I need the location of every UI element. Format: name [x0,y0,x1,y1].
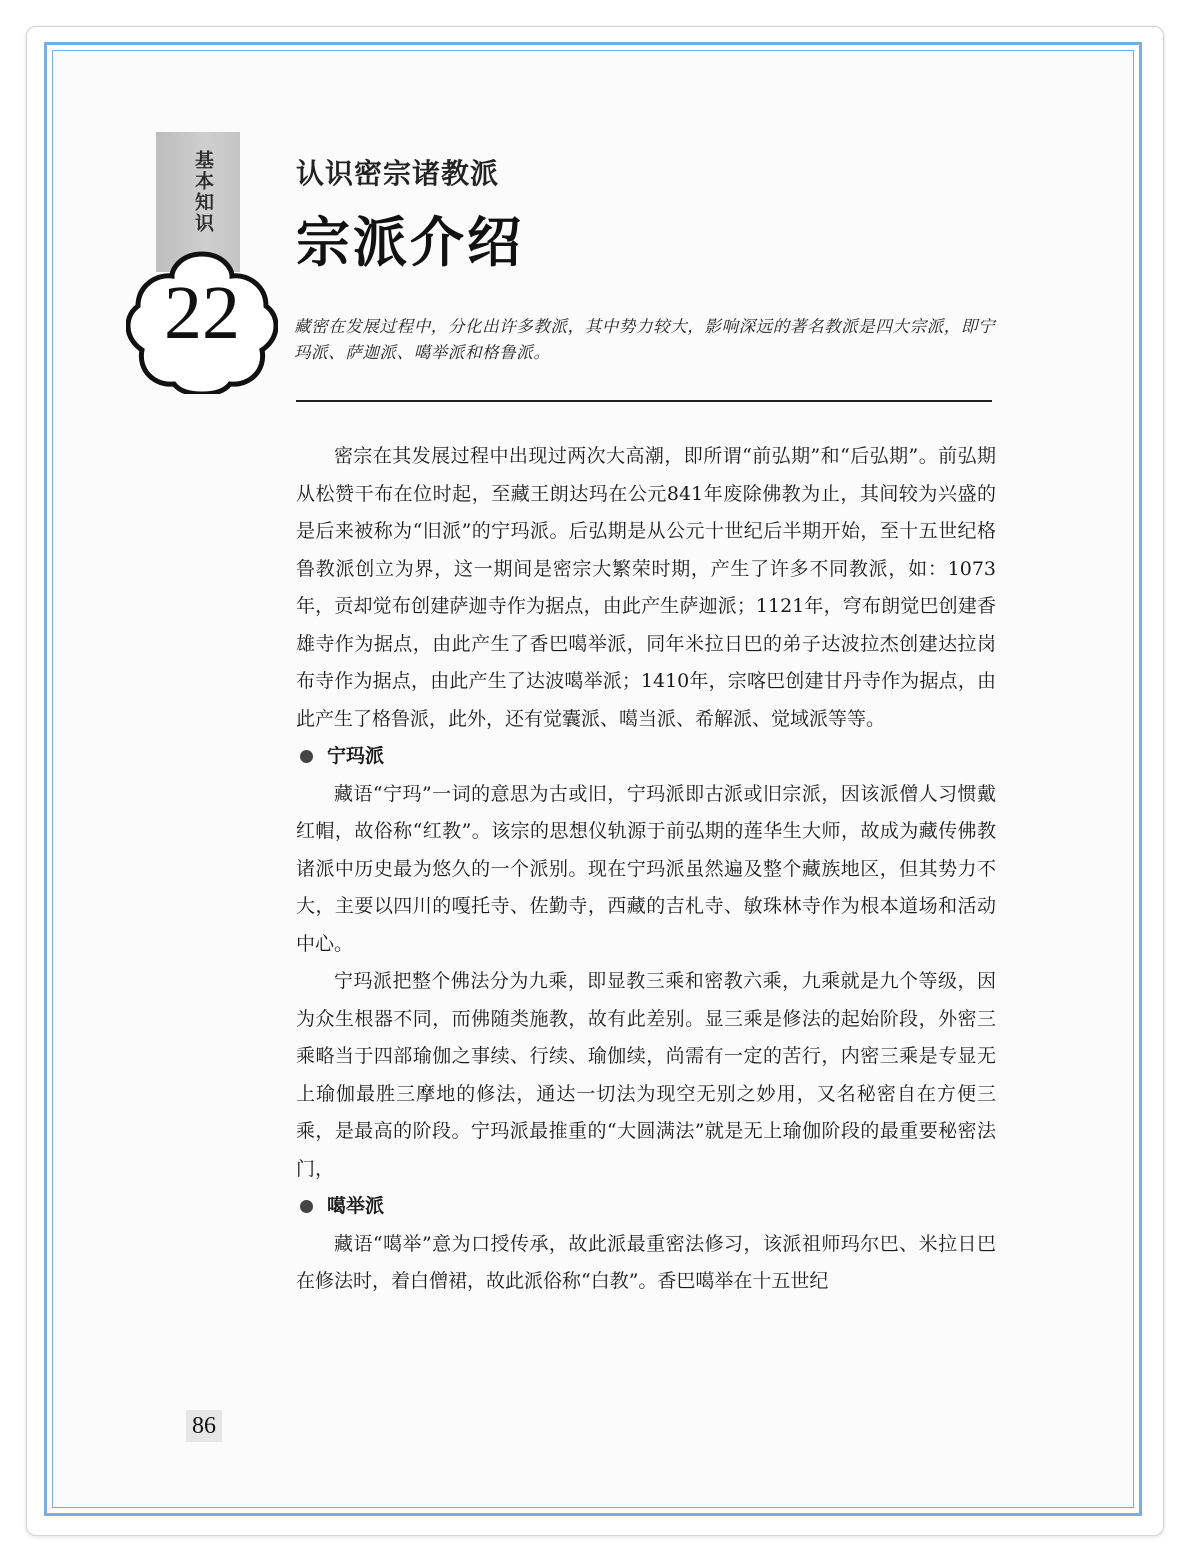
paragraph: 藏语“噶举”意为口授传承，故此派最重密法修习，该派祖师玛尔巴、米拉日巴在修法时，着白僧裙，故此派俗称“白教”。香巴噶举在十五世纪 [296,1232,996,1292]
bullet-icon [300,1200,313,1213]
page-number: 86 [186,1410,222,1442]
divider [296,400,992,402]
page-title: 宗派介绍 [296,211,524,274]
paragraph: 密宗在其发展过程中出现过两次大高潮，即所谓“前弘期”和“后弘期”。前弘期从松赞干布在位时起，至藏王朗达玛在公元841年废除佛教为止，其间较为兴盛的是后来被称为“旧派”的宁玛派。后弘期是从公元十世纪后半期开始，至十五世纪格鲁教派创立为界，这一期间是密宗大繁荣时期，产生了许多不同教派，如：1073年，贡却觉布创建萨迦寺作为据点，由此产生萨迦派；1121年，穹布朗觉巴创建香雄寺作为据点，由此产生了香巴噶举派，同年米拉日巴的弟子达波拉杰创建达拉岗布寺作为据点，由此产生了达波噶举派；1410年，宗喀巴创建甘丹寺作为据点，由此产生了格鲁派，此外，还有觉囊派、噶当派、希解派、觉域派等等。 [296,445,996,730]
intro-text: 藏密在发展过程中，分化出许多教派，其中势力较大，影响深远的著名教派是四大宗派，即宁玛派、萨迦派、噶举派和格鲁派。 [294,317,996,362]
section-subtitle: 认识密宗诸教派 [296,157,500,190]
paragraph: 藏语“宁玛”一词的意思为古或旧，宁玛派即古派或旧宗派，因该派僧人习惯戴红帽，故俗称“红教”。该宗的思想仪轨源于前弘期的莲华生大师，故成为藏传佛教诸派中历史最为悠久的一个派别。现在宁玛派虽然遍及整个藏族地区，但其势力不大，主要以四川的嘎托寺、佐勤寺，西藏的吉札寺、敏珠林寺作为根本道场和活动中心。 [296,782,996,955]
sidebar-label: 基本知识 [192,150,214,234]
section-heading-label: 噶举派 [327,1195,385,1217]
paragraph: 宁玛派把整个佛法分为九乘，即显教三乘和密教六乘，九乘就是九个等级，因为众生根器不同，而佛随类施教，故有此差别。显三乘是修法的起始阶段，外密三乘略当于四部瑜伽之事续、行续、瑜伽续，尚需有一定的苦行，内密三乘是专显无上瑜伽最胜三摩地的修法，通达一切法为现空无别之妙用，又名秘密自在方便三乘，是最高的阶段。宁玛派最推重的“大圆满法”就是无上瑜伽阶段的最重要秘密法门， [296,970,996,1180]
bullet-icon [300,750,313,763]
body-text [296,438,996,1301]
section-heading-label: 宁玛派 [327,745,385,767]
chapter-number: 22 [164,271,240,355]
section-heading-kagyu [296,1188,996,1226]
section-heading-nyingma [296,738,996,776]
